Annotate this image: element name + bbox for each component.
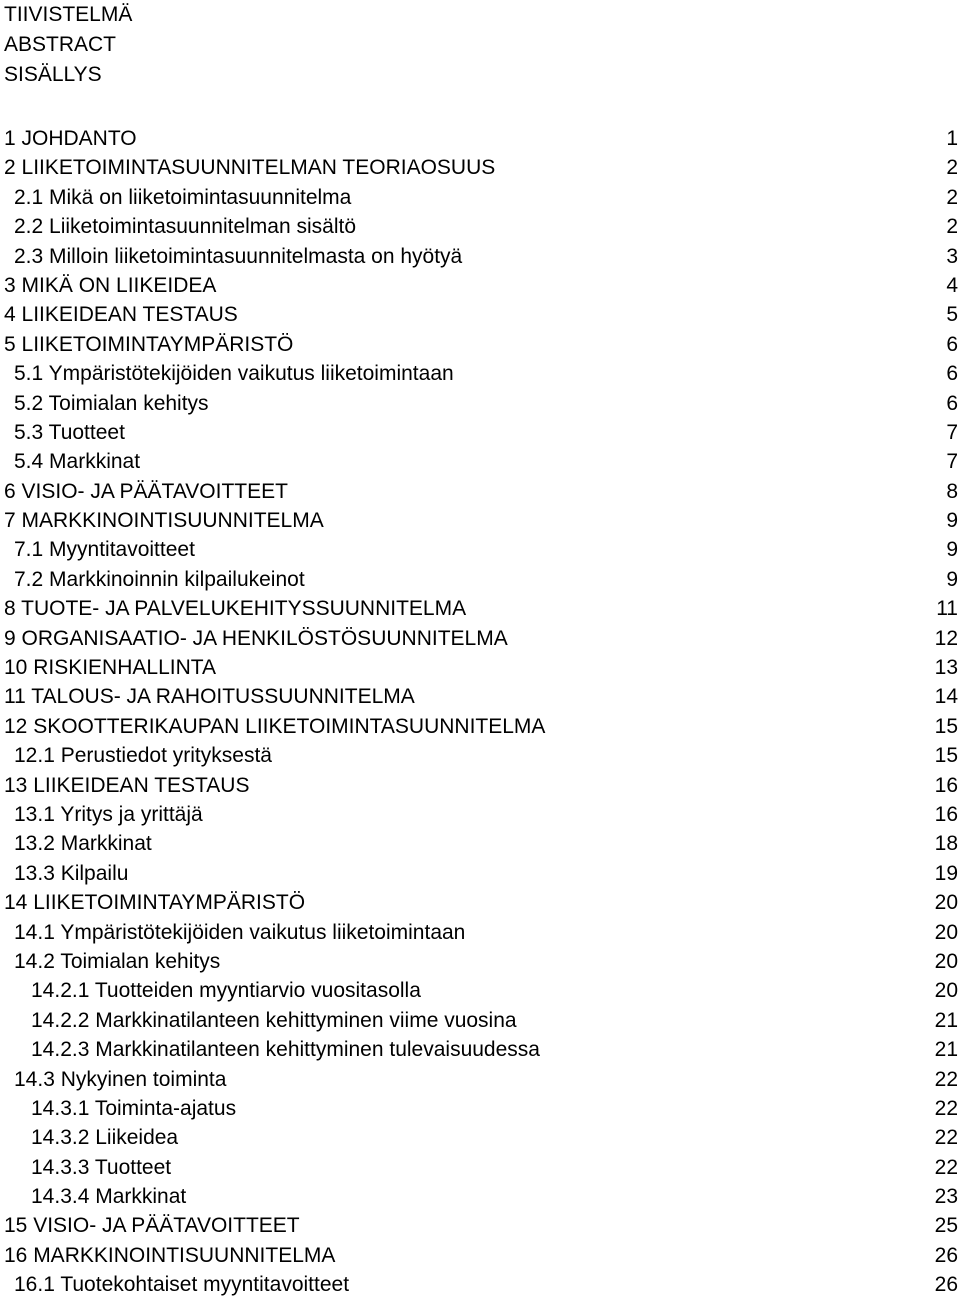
toc-entry	[0, 682, 960, 711]
toc-entry-title: 5.4 Markkinat	[14, 450, 141, 474]
toc-entry-page-number: 20	[934, 920, 958, 944]
toc-entry-page-number: 9	[946, 538, 958, 562]
toc-entry	[0, 535, 960, 564]
toc-entry	[0, 565, 960, 594]
toc-entry	[0, 212, 960, 241]
toc-entry	[0, 624, 960, 653]
toc-entry-title: 3 MIKÄ ON LIIKEIDEA	[4, 273, 217, 297]
toc-entry-page-number: 22	[934, 1155, 958, 1179]
toc-entry-title: 11 TALOUS- JA RAHOITUSSUUNNITELMA	[4, 685, 415, 709]
toc-entry	[0, 389, 960, 418]
toc-entry-title: 14.1 Ympäristötekijöiden vaikutus liiketoimintaan	[14, 920, 466, 944]
toc-entry-title: 14.2.3 Markkinatilanteen kehittyminen tulevaisuudessa	[31, 1038, 540, 1062]
toc-entry-title: 7 MARKKINOINTISUUNNITELMA	[4, 509, 324, 533]
toc-entry-page-number: 20	[934, 949, 958, 973]
toc-entry-title: 4 LIIKEIDEAN TESTAUS	[4, 303, 238, 327]
toc-entry	[0, 1123, 960, 1152]
toc-entry-page-number: 26	[934, 1273, 958, 1297]
toc-entry	[0, 271, 960, 300]
toc-entry-page-number: 12	[934, 626, 958, 650]
toc-entry	[0, 1153, 960, 1182]
front-matter-abstract-fi: TIIVISTELMÄ	[4, 3, 133, 26]
toc-entry-page-number: 7	[946, 420, 958, 444]
toc-entry	[0, 1035, 960, 1064]
toc-entry-title: 14.3.3 Tuotteet	[31, 1155, 172, 1179]
toc-entry-title: 2.3 Milloin liiketoimintasuunnitelmasta on hyötyä	[14, 244, 463, 268]
toc-entry-title: 6 VISIO- JA PÄÄTAVOITTEET	[4, 479, 288, 503]
toc-entry	[0, 947, 960, 976]
toc-entry-title: 5 LIIKETOIMINTAYMPÄRISTÖ	[4, 332, 294, 356]
toc-entry-page-number: 25	[934, 1214, 958, 1238]
toc-entry	[0, 800, 960, 829]
toc-entry-page-number: 6	[946, 362, 958, 386]
toc-entry-page-number: 13	[934, 656, 958, 680]
toc-entry-page-number: 26	[934, 1243, 958, 1267]
toc-entry-title: 5.1 Ympäristötekijöiden vaikutus liiketoimintaan	[14, 362, 454, 386]
toc-entry-title: 2.1 Mikä on liiketoimintasuunnitelma	[14, 185, 352, 209]
toc-entry	[0, 153, 960, 182]
toc-entry-title: 14.3 Nykyinen toiminta	[14, 1067, 227, 1091]
toc-entry-title: 9 ORGANISAATIO- JA HENKILÖSTÖSUUNNITELMA	[4, 626, 508, 650]
toc-entry-title: 5.3 Tuotteet	[14, 420, 125, 444]
toc-entry-title: 16.1 Tuotekohtaiset myyntitavoitteet	[14, 1273, 350, 1297]
front-matter-contents-heading: SISÄLLYS	[4, 63, 102, 86]
toc-entry	[0, 1182, 960, 1211]
toc-entry-page-number: 5	[946, 303, 958, 327]
toc-entry-title: 7.1 Myyntitavoitteet	[14, 538, 195, 562]
front-matter	[4, 0, 132, 90]
toc-entry-page-number: 7	[946, 450, 958, 474]
toc-entry-page-number: 2	[946, 156, 958, 180]
toc-entry-page-number: 15	[934, 744, 958, 768]
toc-entry-page-number: 2	[946, 185, 958, 209]
toc-entry-page-number: 22	[934, 1126, 958, 1150]
toc-entry	[0, 976, 960, 1005]
toc-entry	[0, 1241, 960, 1270]
toc-entry-title: 14.2.1 Tuotteiden myyntiarvio vuositasolla	[31, 979, 421, 1003]
toc-entry-title: 13 LIIKEIDEAN TESTAUS	[4, 773, 250, 797]
toc-entry-title: 13.3 Kilpailu	[14, 861, 129, 885]
toc-entry	[0, 771, 960, 800]
toc-entry	[0, 918, 960, 947]
toc-entry-page-number: 20	[934, 891, 958, 915]
toc-entry-page-number: 8	[946, 479, 958, 503]
toc-entry-title: 13.1 Yritys ja yrittäjä	[14, 802, 203, 826]
toc-entry	[0, 741, 960, 770]
toc-entry-page-number: 21	[934, 1008, 958, 1032]
toc-entry	[0, 330, 960, 359]
toc-entry	[0, 712, 960, 741]
toc-entry	[0, 242, 960, 271]
toc-entry	[0, 1270, 960, 1299]
toc-entry	[0, 1211, 960, 1240]
toc-entry-title: 2 LIIKETOIMINTASUUNNITELMAN TEORIAOSUUS	[4, 156, 496, 180]
toc-entry	[0, 594, 960, 623]
toc-entry-title: 8 TUOTE- JA PALVELUKEHITYSSUUNNITELMA	[4, 597, 467, 621]
toc-entry	[0, 1065, 960, 1094]
toc-entry-page-number: 6	[946, 332, 958, 356]
toc-entry-title: 14.3.2 Liikeidea	[31, 1126, 179, 1150]
toc-entry-page-number: 22	[934, 1096, 958, 1120]
toc-entry	[0, 359, 960, 388]
toc-entry-page-number: 6	[946, 391, 958, 415]
toc-entry-page-number: 22	[934, 1067, 958, 1091]
toc-entry-page-number: 15	[934, 714, 958, 738]
toc-entry-page-number: 4	[946, 273, 958, 297]
toc-entry	[0, 829, 960, 858]
toc-entry-title: 13.2 Markkinat	[14, 832, 152, 856]
toc-entry	[0, 183, 960, 212]
toc-entry-page-number: 9	[946, 567, 958, 591]
toc-entry-page-number: 9	[946, 509, 958, 533]
toc-entry-title: 5.2 Toimialan kehitys	[14, 391, 209, 415]
toc-entry-page-number: 18	[934, 832, 958, 856]
toc-entry	[0, 447, 960, 476]
toc-entry-title: 2.2 Liiketoimintasuunnitelman sisältö	[14, 215, 357, 239]
toc-entry-title: 14.3.4 Markkinat	[31, 1185, 187, 1209]
toc-entry-title: 1 JOHDANTO	[4, 127, 137, 150]
toc-entry-title: 14 LIIKETOIMINTAYMPÄRISTÖ	[4, 891, 306, 915]
table-of-contents	[0, 124, 960, 1300]
front-matter-abstract-en: ABSTRACT	[4, 33, 117, 56]
toc-entry	[0, 888, 960, 917]
toc-entry-page-number: 11	[936, 597, 958, 621]
toc-entry	[0, 859, 960, 888]
toc-entry-title: 10 RISKIENHALLINTA	[4, 656, 217, 680]
toc-entry-page-number: 21	[934, 1038, 958, 1062]
toc-entry	[0, 124, 960, 153]
toc-entry-page-number: 19	[934, 861, 958, 885]
toc-entry-page-number: 20	[934, 979, 958, 1003]
toc-entry-title: 16 MARKKINOINTISUUNNITELMA	[4, 1243, 336, 1267]
toc-entry-page-number: 23	[934, 1185, 958, 1209]
toc-entry-title: 15 VISIO- JA PÄÄTAVOITTEET	[4, 1214, 300, 1238]
toc-entry	[0, 477, 960, 506]
toc-entry-page-number: 16	[934, 773, 958, 797]
toc-entry	[0, 300, 960, 329]
toc-entry-title: 7.2 Markkinoinnin kilpailukeinot	[14, 567, 305, 591]
toc-entry-title: 12 SKOOTTERIKAUPAN LIIKETOIMINTASUUNNITELMA	[4, 714, 546, 738]
toc-entry-page-number: 16	[934, 802, 958, 826]
toc-entry-title: 14.3.1 Toiminta-ajatus	[31, 1096, 237, 1120]
toc-entry-title: 14.2.2 Markkinatilanteen kehittyminen viime vuosina	[31, 1008, 517, 1032]
toc-entry	[0, 1006, 960, 1035]
toc-entry-page-number: 3	[946, 244, 958, 268]
toc-entry-page-number: 1	[946, 127, 958, 150]
toc-entry	[0, 418, 960, 447]
toc-entry-page-number: 2	[946, 215, 958, 239]
toc-entry-title: 12.1 Perustiedot yrityksestä	[14, 744, 272, 768]
toc-entry-page-number: 14	[934, 685, 958, 709]
toc-entry	[0, 506, 960, 535]
toc-entry-title: 14.2 Toimialan kehitys	[14, 949, 221, 973]
toc-entry	[0, 653, 960, 682]
toc-entry	[0, 1094, 960, 1123]
